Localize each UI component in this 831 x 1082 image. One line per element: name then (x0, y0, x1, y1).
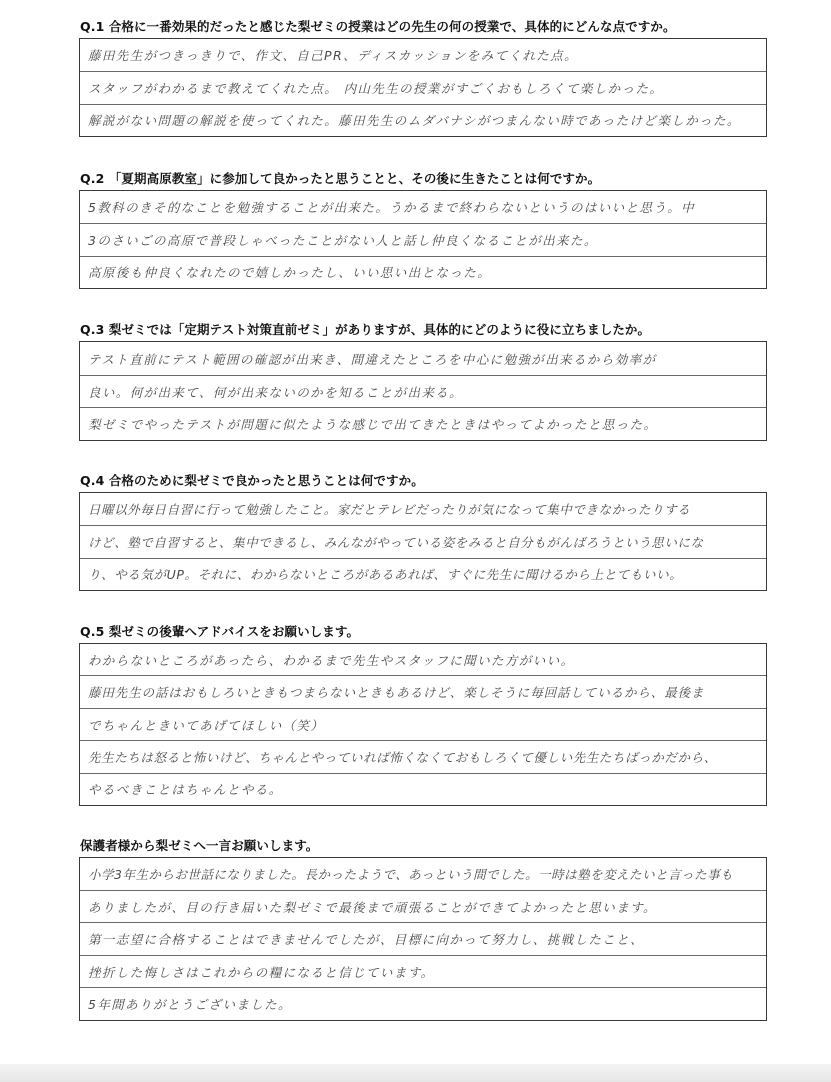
answer-line: わからないところがあったら、わかるまで先生やスタッフに聞いた方がいい。 (80, 644, 766, 676)
answer-line: 5年間ありがとうございました。 (88, 997, 292, 1012)
answer-line: ありましたが、目の行き届いた梨ゼミで最後まで頑張ることができてよかったと思います。 (80, 891, 766, 923)
answer-line: 藤田先生がつきっきりで、作文、自己PR、ディスカッションをみてくれた点。 (80, 39, 766, 72)
answer-line: 第一志望に合格することはできませんでしたが、目標に向かって努力し、挑戦したこと、 (80, 923, 766, 956)
answer-line: 5教科のきそ的なことを勉強することが出来た。うかるまで終わらないというのはいいと思う。中 (80, 191, 766, 224)
answer-line: り、やる気がUP。それに、わからないところがあるあれば、すぐに先生に聞けるから上とてもいい。 (88, 567, 683, 582)
question-3: Q.3 梨ゼミでは「定期テスト対策直前ゼミ」がありますが、具体的にどのように役に立ちましたか。 (80, 322, 651, 337)
question-4: Q.4 合格のために梨ゼミで良かったと思うことは何ですか。 (80, 473, 424, 488)
answer-line: 高原後も仲良くなれたので嬉しかったし、いい思い出となった。 (88, 265, 492, 280)
answer-box-2 (79, 190, 767, 289)
answer-line: 3のさいごの高原で普段しゃべったことがない人と話し仲良くなることが出来た。 (80, 224, 766, 257)
answer-line: 先生たちは怒ると怖いけど、ちゃんとやっていれば怖くなくておもしろくて優しい先生たちばっかだから、 (80, 741, 766, 774)
answer-line: 挫折した悔しさはこれからの糧になると信じています。 (80, 956, 766, 988)
answer-line: 梨ゼミでやったテストが問題に似たような感じで出てきたときはやってよかったと思った。 (88, 417, 658, 432)
question-1: Q.1 合格に一番効果的だったと感じた梨ゼミの授業はどの先生の何の授業で、具体的にどんな点ですか。 (80, 19, 676, 34)
answer-box-1 (79, 38, 767, 137)
scan-edge-shadow (0, 1064, 831, 1082)
answer-line: やるべきことはちゃんとやる。 (88, 782, 283, 797)
parent-comment-heading: 保護者様から梨ゼミへ一言お願いします。 (80, 838, 319, 853)
answer-line: スタッフがわかるまで教えてくれた点。 内山先生の授業がすごくおもしろくて楽しかった。 (80, 72, 766, 105)
answer-line: 藤田先生の話はおもしろいときもつまらないときもあるけど、楽しそうに毎回話しているから、最後ま (80, 676, 766, 709)
question-5: Q.5 梨ゼミの後輩へアドバイスをお願いします。 (80, 624, 360, 639)
answer-line: 小学3年生からお世話になりました。長かったようで、あっという間でした。一時は塾を変えたいと言った事も (80, 858, 766, 891)
answer-line: でちゃんときいてあげてほしい（笑） (80, 709, 766, 741)
answer-box-parent (79, 857, 767, 1021)
answer-line: テスト直前にテスト範囲の確認が出来き、間違えたところを中心に勉強が出来るから効率が (80, 342, 766, 376)
answer-box-5 (79, 643, 767, 806)
answer-line: 解説がない問題の解説を使ってくれた。藤田先生のムダバナシがつまんない時であったけど楽しかった。 (88, 113, 741, 128)
answer-box-3 (79, 341, 767, 441)
question-2: Q.2 「夏期高原教室」に参加して良かったと思うことと、その後に生きたことは何ですか。 (80, 171, 601, 186)
answer-box-4 (79, 492, 767, 591)
answer-line: 良い。何が出来て、何が出来ないのかを知ることが出来る。 (80, 376, 766, 408)
answer-line: けど、塾で自習すると、集中できるし、みんながやっている姿をみると自分もがんばろうという思いにな (80, 526, 766, 559)
answer-line: 日曜以外毎日自習に行って勉強したこと。家だとテレビだったりが気になって集中できなかったりする (80, 493, 766, 526)
